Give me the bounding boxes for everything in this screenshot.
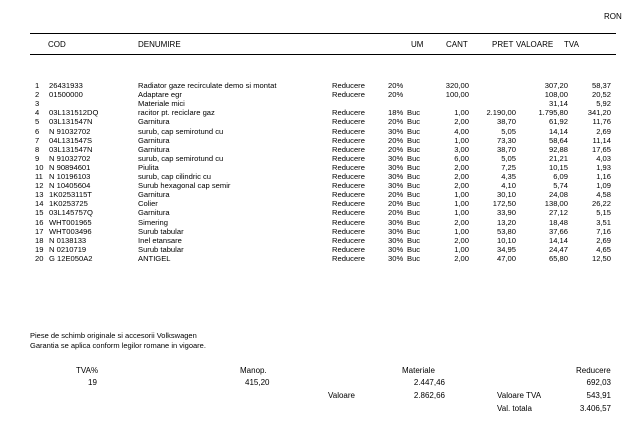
- cell-nr: 1: [35, 81, 40, 90]
- cell-nr: 2: [35, 90, 40, 100]
- cell-tva: 1,09: [596, 181, 611, 191]
- header-top-rule: [30, 33, 616, 34]
- cell-pret: 38,70: [496, 117, 516, 127]
- cell-den: Garnitura: [138, 117, 170, 127]
- cell-nr: 11: [35, 172, 43, 181]
- cell-proc: 30%: [388, 172, 404, 181]
- cell-tip: Reducere: [332, 144, 365, 154]
- cell-tva: 11,76: [592, 117, 611, 127]
- cell-tip: Reducere: [332, 181, 365, 191]
- cell-val: 1.795,80: [538, 108, 568, 118]
- cell-nr: 7: [35, 135, 40, 145]
- cell-tva: 12,50: [591, 253, 611, 263]
- cell-tva: 4,03: [596, 153, 611, 163]
- cell-tip: Reducere: [332, 126, 365, 136]
- cell-um: Buc: [407, 181, 421, 191]
- cell-den: Garnitura: [138, 135, 170, 145]
- cell-val: 6,09: [553, 172, 568, 181]
- cell-tva: 20,52: [591, 90, 611, 100]
- cell-val: 24,08: [548, 190, 568, 200]
- cell-tva: 17,65: [591, 144, 611, 154]
- cell-cod: 03L131512DQ: [49, 108, 99, 118]
- cell-pret: 4,10: [501, 181, 516, 191]
- header-bottom-rule: [30, 54, 616, 55]
- summary-reducere-label: Reducere: [576, 366, 611, 375]
- summary-tva-label: TVA%: [76, 366, 99, 375]
- cell-nr: 15: [35, 208, 44, 218]
- summary-valoare-label: Valoare: [328, 391, 355, 400]
- cell-proc: 30%: [388, 253, 404, 263]
- cell-tip: Reducere: [332, 135, 365, 145]
- header-denumire: DENUMIRE: [138, 40, 181, 49]
- cell-den: Adaptare egr: [138, 90, 182, 100]
- cell-tip: Reducere: [332, 162, 365, 172]
- cell-tva: 4,65: [596, 244, 611, 254]
- cell-tva: 58,37: [591, 81, 611, 90]
- cell-tva: 26,22: [591, 199, 611, 209]
- cell-nr: 14: [35, 199, 44, 209]
- cell-um: Buc: [407, 226, 421, 236]
- cell-um: Buc: [407, 199, 421, 209]
- cell-proc: 20%: [388, 90, 404, 100]
- cell-tip: Reducere: [332, 108, 365, 118]
- cell-cant: 2,00: [454, 117, 469, 127]
- cell-val: 14,14: [548, 126, 568, 136]
- cell-pret: 10,10: [496, 235, 516, 245]
- header-tva: TVA: [564, 40, 579, 49]
- cell-cant: 2,00: [454, 235, 469, 245]
- cell-nr: 6: [35, 126, 40, 136]
- cell-um: Buc: [407, 172, 421, 181]
- cell-tip: Reducere: [332, 190, 365, 200]
- cell-um: Buc: [407, 108, 421, 118]
- cell-proc: 20%: [388, 81, 404, 90]
- cell-cod: 1K0253115T: [49, 190, 92, 200]
- cell-val: 21,21: [548, 153, 568, 163]
- table-row: [0, 108, 640, 117]
- cell-den: surub, cap semirotund cu: [138, 126, 224, 136]
- cell-cant: 4,00: [454, 126, 469, 136]
- summary-valoare-tva-label: Valoare TVA: [497, 391, 542, 400]
- cell-val: 5,74: [553, 181, 568, 191]
- cell-cant: 3,00: [454, 144, 469, 154]
- cell-cod: N 10405604: [49, 181, 91, 191]
- cell-proc: 30%: [388, 235, 404, 245]
- table-row: [0, 181, 640, 190]
- cell-tip: Reducere: [332, 172, 365, 181]
- cell-nr: 16: [35, 217, 44, 227]
- cell-cod: 26431933: [49, 81, 83, 90]
- table-row: [0, 163, 640, 172]
- cell-tva: 5,15: [596, 208, 611, 218]
- table-row: [0, 145, 640, 154]
- cell-cant: 1,00: [454, 199, 469, 209]
- cell-val: 27,12: [548, 208, 568, 218]
- cell-um: Buc: [407, 162, 421, 172]
- cell-nr: 17: [35, 226, 44, 236]
- cell-val: 24,47: [548, 244, 568, 254]
- cell-val: 37,66: [548, 226, 568, 236]
- table-row: [0, 81, 640, 90]
- cell-um: Buc: [407, 190, 421, 200]
- cell-um: Buc: [407, 117, 421, 127]
- cell-cant: 2,00: [454, 217, 469, 227]
- cell-um: Buc: [407, 135, 421, 145]
- cell-proc: 30%: [388, 126, 404, 136]
- summary-val-totala-value: 3.406,57: [579, 404, 611, 413]
- cell-tip: Reducere: [332, 244, 365, 254]
- cell-den: Radiator gaze recirculate demo si montat: [138, 81, 277, 90]
- cell-pret: 38,70: [496, 144, 516, 154]
- cell-um: Buc: [407, 235, 421, 245]
- cell-pret: 2.190,00: [486, 108, 516, 118]
- cell-den: ANTIGEL: [138, 253, 171, 263]
- table-row: [0, 254, 640, 263]
- cell-cod: N 91032702: [49, 126, 91, 136]
- cell-proc: 30%: [388, 153, 404, 163]
- cell-tva: 2,69: [596, 235, 611, 245]
- cell-proc: 20%: [388, 117, 404, 127]
- cell-pret: 53,80: [496, 226, 516, 236]
- cell-cod: 01500000: [49, 90, 83, 100]
- header-pret: PRET: [492, 40, 514, 49]
- note-origin: Piese de schimb originale si accesorii Volkswagen: [30, 331, 197, 340]
- cell-tva: 7,16: [596, 226, 611, 236]
- cell-den: Garnitura: [138, 208, 170, 218]
- cell-den: surub, cap cilindric cu: [138, 172, 212, 181]
- cell-proc: 20%: [388, 199, 404, 209]
- cell-tip: Reducere: [332, 199, 365, 209]
- cell-den: Materiale mici: [138, 99, 185, 109]
- table-row: [0, 227, 640, 236]
- cell-cod: N 0210719: [49, 244, 87, 254]
- cell-den: Surub hexagonal cap semir: [138, 181, 231, 191]
- cell-cod: G 12E050A2: [49, 253, 93, 263]
- cell-cod: 04L131547S: [49, 135, 93, 145]
- cell-um: Buc: [407, 153, 421, 163]
- header-cod: COD: [48, 40, 66, 49]
- cell-pret: 7,25: [501, 162, 516, 172]
- cell-cod: WHT001965: [49, 217, 92, 227]
- cell-pret: 33,90: [496, 208, 516, 218]
- cell-val: 108,00: [544, 90, 568, 100]
- table-row: [0, 199, 640, 208]
- cell-pret: 73,30: [496, 135, 516, 145]
- cell-tva: 4,58: [596, 190, 611, 200]
- cell-proc: 30%: [388, 181, 404, 191]
- header-cant: CANT: [446, 40, 468, 49]
- cell-proc: 20%: [388, 144, 404, 154]
- cell-tva: 1,16: [596, 172, 611, 181]
- cell-proc: 20%: [388, 208, 404, 218]
- cell-cod: 03L131547N: [49, 117, 93, 127]
- table-row: [0, 208, 640, 217]
- cell-val: 138,00: [544, 199, 568, 209]
- cell-nr: 8: [35, 144, 40, 154]
- header-valoare: VALOARE: [516, 40, 554, 49]
- table-row: [0, 117, 640, 126]
- cell-cant: 2,00: [454, 162, 469, 172]
- cell-um: Buc: [407, 244, 421, 254]
- table-row: [0, 127, 640, 136]
- cell-tva: 341,20: [587, 108, 611, 118]
- table-row: [0, 154, 640, 163]
- cell-val: 61,92: [548, 117, 568, 127]
- cell-nr: 4: [35, 108, 40, 118]
- cell-pret: 47,00: [496, 253, 516, 263]
- cell-cant: 1,00: [454, 244, 469, 254]
- cell-tva: 2,69: [596, 126, 611, 136]
- cell-den: Garnitura: [138, 190, 170, 200]
- cell-pret: 30,10: [496, 190, 516, 200]
- cell-tip: Reducere: [332, 235, 365, 245]
- cell-cant: 320,00: [445, 81, 469, 90]
- cell-nr: 19: [35, 244, 44, 254]
- summary-tva-value: 19: [88, 378, 97, 387]
- table-row: [0, 136, 640, 145]
- cell-um: Buc: [407, 144, 421, 154]
- cell-pret: 172,50: [492, 199, 516, 209]
- summary-val-totala-label: Val. totala: [497, 404, 532, 413]
- cell-pret: 5,05: [501, 153, 516, 163]
- cell-tip: Reducere: [332, 90, 365, 100]
- cell-den: Surub tabular: [138, 244, 184, 254]
- cell-nr: 13: [35, 190, 44, 200]
- summary-manop-value: 415,20: [245, 378, 270, 387]
- cell-pret: 13,20: [496, 217, 516, 227]
- cell-cod: 03L131547N: [49, 144, 93, 154]
- cell-tva: 1,93: [596, 162, 611, 172]
- cell-cant: 100,00: [445, 90, 469, 100]
- cell-nr: 20: [35, 253, 44, 263]
- cell-den: surub, cap semirotund cu: [138, 153, 224, 163]
- header-um: UM: [411, 40, 424, 49]
- cell-val: 10,15: [548, 162, 568, 172]
- cell-pret: 4,35: [501, 172, 516, 181]
- summary-materiale-label: Materiale: [402, 366, 435, 375]
- cell-cod: 1K0253725: [49, 199, 88, 209]
- cell-pret: 34,95: [496, 244, 516, 254]
- cell-val: 18,48: [548, 217, 568, 227]
- table-row: [0, 172, 640, 181]
- cell-cant: 6,00: [454, 153, 469, 163]
- cell-tva: 3,51: [596, 217, 611, 227]
- summary-materiale-value: 2.447,46: [413, 378, 445, 387]
- cell-nr: 18: [35, 235, 44, 245]
- cell-tva: 11,14: [592, 135, 611, 145]
- summary-valoare-tva-value: 543,91: [586, 391, 611, 400]
- cell-nr: 9: [35, 153, 40, 163]
- cell-cod: N 91032702: [49, 153, 91, 163]
- cell-proc: 30%: [388, 162, 404, 172]
- cell-den: Surub tabular: [138, 226, 184, 236]
- cell-cant: 1,00: [454, 190, 469, 200]
- cell-den: Simering: [138, 217, 168, 227]
- cell-val: 58,64: [548, 135, 568, 145]
- table-row: [0, 218, 640, 227]
- cell-val: 92,88: [548, 144, 568, 154]
- cell-val: 307,20: [544, 81, 568, 90]
- cell-cod: N 90894601: [49, 162, 91, 172]
- cell-cant: 1,00: [454, 226, 469, 236]
- note-warranty: Garantia se aplica conform legilor romane in vigoare.: [30, 341, 206, 350]
- cell-cod: N 10196103: [49, 172, 91, 181]
- cell-cant: 1,00: [454, 108, 469, 118]
- cell-um: Buc: [407, 253, 421, 263]
- cell-tip: Reducere: [332, 226, 365, 236]
- cell-um: Buc: [407, 126, 421, 136]
- cell-den: Piulita: [138, 162, 159, 172]
- table-row: [0, 90, 640, 99]
- cell-cant: 2,00: [454, 181, 469, 191]
- cell-tip: Reducere: [332, 217, 365, 227]
- cell-proc: 30%: [388, 244, 404, 254]
- table-row: [0, 190, 640, 199]
- cell-um: Buc: [407, 217, 421, 227]
- cell-tip: Reducere: [332, 117, 365, 127]
- cell-proc: 30%: [388, 217, 404, 227]
- cell-den: Colier: [138, 199, 158, 209]
- cell-proc: 20%: [388, 190, 404, 200]
- table-row: [0, 99, 640, 108]
- cell-cod: WHT003496: [49, 226, 92, 236]
- cell-cod: N 0138133: [49, 235, 87, 245]
- cell-proc: 30%: [388, 226, 404, 236]
- cell-den: Garnitura: [138, 144, 170, 154]
- cell-nr: 5: [35, 117, 40, 127]
- cell-cant: 1,00: [454, 135, 469, 145]
- cell-den: racitor pt. reciclare gaz: [138, 108, 215, 118]
- cell-nr: 10: [35, 162, 44, 172]
- cell-tip: Reducere: [332, 153, 365, 163]
- cell-val: 14,14: [548, 235, 568, 245]
- cell-tip: Reducere: [332, 253, 365, 263]
- cell-cod: 03L145757Q: [49, 208, 93, 218]
- cell-proc: 18%: [388, 108, 404, 118]
- cell-pret: 5,05: [501, 126, 516, 136]
- cell-nr: 3: [35, 99, 40, 109]
- summary-reducere-value: 692,03: [586, 378, 611, 387]
- cell-cant: 1,00: [454, 208, 469, 218]
- cell-tva: 5,92: [596, 99, 611, 109]
- cell-nr: 12: [35, 181, 44, 191]
- cell-val: 65,80: [548, 253, 568, 263]
- cell-cant: 2,00: [454, 172, 469, 181]
- table-row: [0, 245, 640, 254]
- cell-tip: Reducere: [332, 81, 365, 90]
- cell-val: 31,14: [548, 99, 568, 109]
- cell-proc: 20%: [388, 135, 404, 145]
- table-row: [0, 236, 640, 245]
- cell-cant: 2,00: [454, 253, 469, 263]
- currency-label: RON: [604, 12, 622, 21]
- cell-tip: Reducere: [332, 208, 365, 218]
- summary-manop-label: Manop.: [240, 366, 267, 375]
- summary-valoare-value: 2.862,66: [413, 391, 445, 400]
- cell-um: Buc: [407, 208, 421, 218]
- cell-den: Inel etansare: [138, 235, 182, 245]
